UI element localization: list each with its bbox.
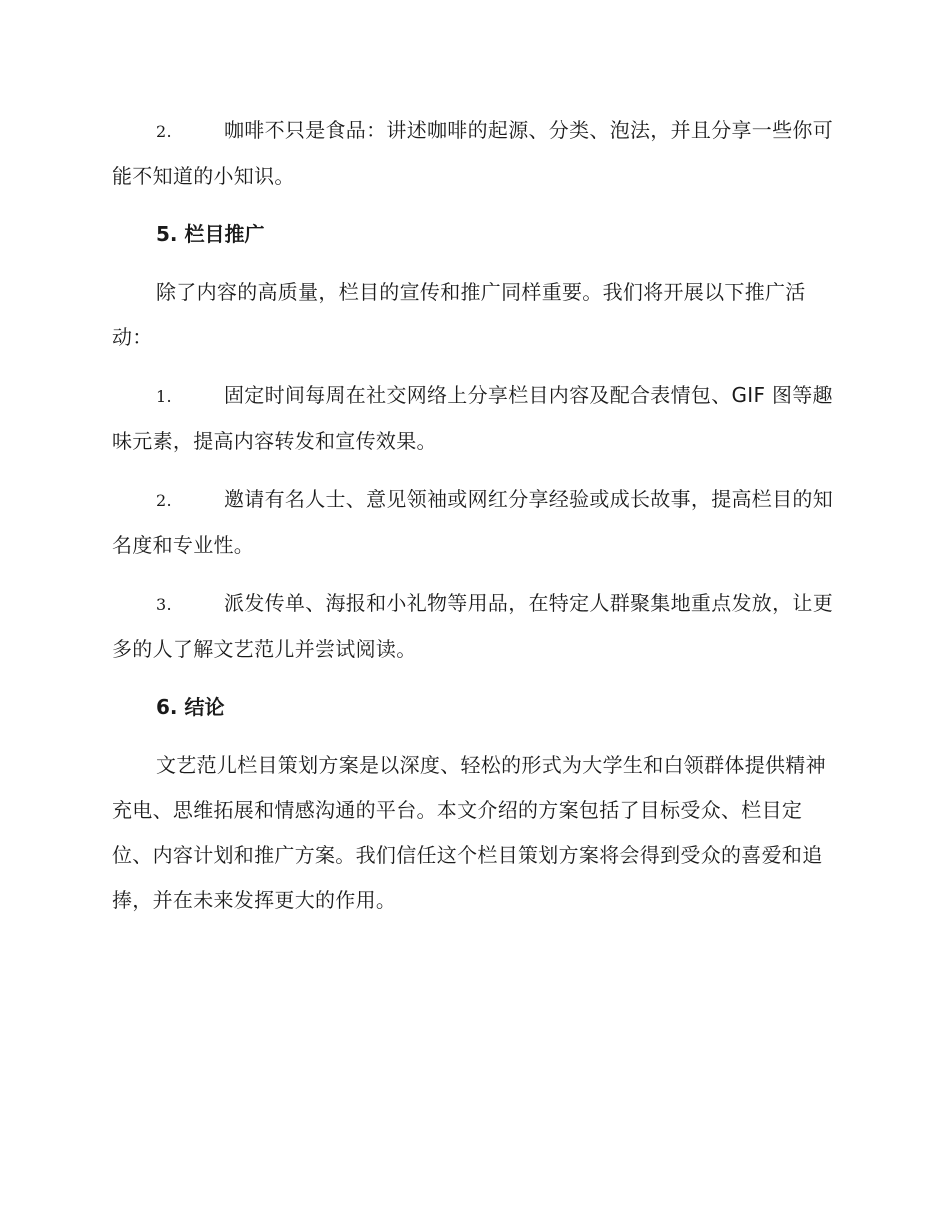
paragraph-conclusion: 文艺范儿栏目策划方案是以深度、轻松的形式为大学生和白领群体提供精神充电、思维拓展和情感沟通的平台。本文介绍的方案包括了目标受众、栏目定位、内容计划和推广方案。我们信任这个栏目策划方案将会得到受众的喜爱和追捧，并在未来发挥更大的作用。: [112, 753, 826, 912]
list-item-social-network: [112, 373, 836, 464]
list-item-flyers: [112, 581, 836, 672]
list-text: 邀请有名人士、意见领袖或网红分享经验或成长故事，提高栏目的知名度和专业性。: [112, 487, 833, 557]
list-number: 2.: [156, 122, 172, 141]
document-page: [112, 108, 836, 936]
list-number: 2.: [156, 491, 172, 510]
list-item-coffee: [112, 108, 836, 199]
list-number: 1.: [156, 387, 172, 406]
list-text: 咖啡不只是食品：讲述咖啡的起源、分类、泡法，并且分享一些你可能不知道的小知识。: [112, 118, 833, 188]
list-text: 固定时间每周在社交网络上分享栏目内容及配合表情包、GIF 图等趣味元素，提高内容转发和宣传效果。: [112, 383, 833, 453]
list-item-invite-guests: [112, 477, 836, 568]
list-number: 3.: [156, 595, 172, 614]
section-heading-conclusion: 6. 结论: [156, 695, 225, 719]
list-text: 派发传单、海报和小礼物等用品，在特定人群聚集地重点发放，让更多的人了解文艺范儿并尝试阅读。: [112, 591, 833, 661]
paragraph-promotion-intro: 除了内容的高质量，栏目的宣传和推广同样重要。我们将开展以下推广活动：: [112, 280, 806, 349]
section-heading-promotion: 5. 栏目推广: [156, 222, 265, 246]
